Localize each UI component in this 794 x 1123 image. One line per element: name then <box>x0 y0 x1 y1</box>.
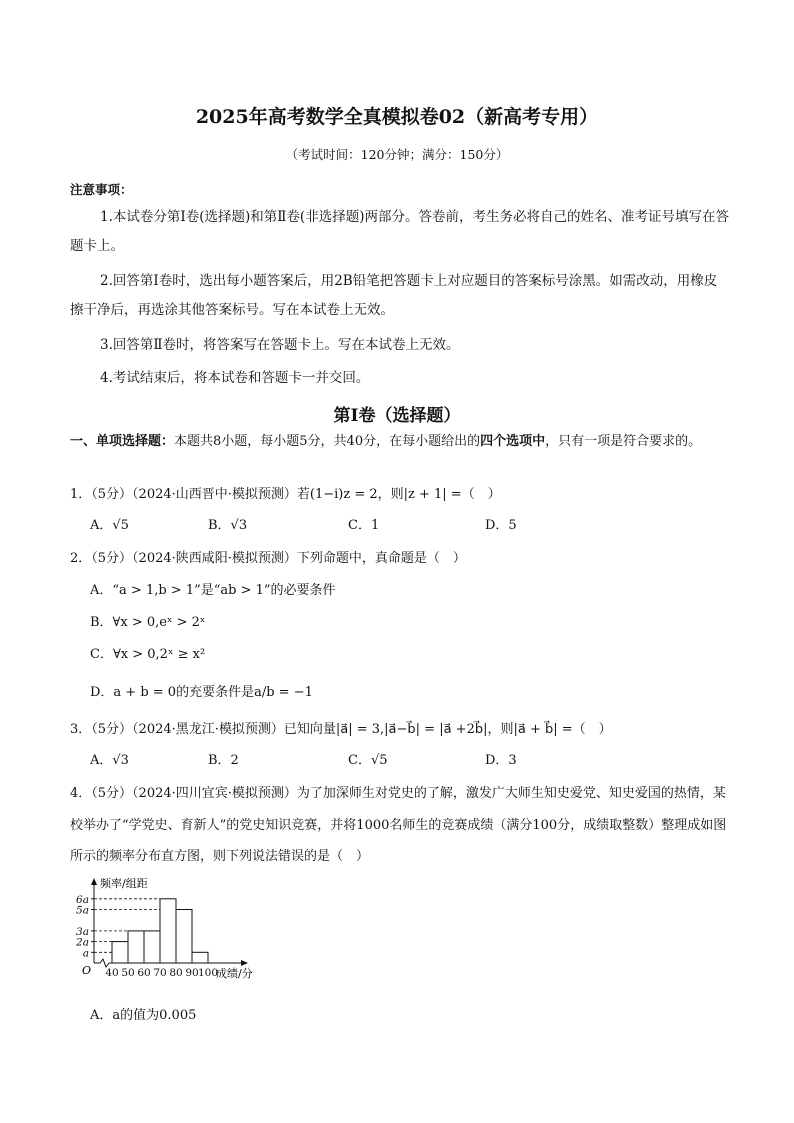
y-tick-label-4: 6a <box>76 893 89 906</box>
x-tick-label-80: 80 <box>169 967 183 979</box>
histogram-bar-80-90 <box>176 910 192 964</box>
q1-option-c[interactable]: C．1 <box>348 518 380 533</box>
question-1-stem: 1．（5分）（2024·山西晋中·模拟预测）若(1−i)z = 2，则|z + 1| =（ ） <box>70 487 501 502</box>
section-desc-bold: 四个选项中 <box>480 434 546 449</box>
section-title: 第Ⅰ卷（选择题） <box>333 406 461 426</box>
section-desc-tail: ，只有一项是符合要求的。 <box>545 434 702 449</box>
q2-option-b[interactable]: B．∀x > 0,eˣ > 2ˣ <box>90 615 206 630</box>
question-4-stem: 4．（5分）（2024·四川宜宾·模拟预测）为了加深师生对党史的了解，激发广大师生知史爱党、知史爱国的热情，某校举办了“学党史、育新人”的党史知识竞赛，并将1000名师生的竞赛成绩（满分100分，成绩取整数）整理成如图所示的频率分布直方图，则下列说法错误的是（ ） <box>70 786 727 864</box>
axis-break <box>100 959 109 967</box>
y-tick-label-2: 3a <box>76 925 89 938</box>
histogram-bar-60-70 <box>144 931 160 963</box>
histogram-bar-40-50 <box>112 942 128 963</box>
q1-option-b[interactable]: B．√3 <box>208 518 248 533</box>
notice-item-3: 3.回答第Ⅱ卷时，将答案写在答题卡上。写在本试卷上无效。 <box>100 337 460 353</box>
histogram-bar-70-80 <box>160 899 176 963</box>
frequency-histogram <box>70 875 300 990</box>
x-tick-label-100: 100 <box>197 967 219 979</box>
y-tick-label-1: 2a <box>76 936 89 949</box>
histogram-bar-90-100 <box>192 952 208 963</box>
q4-option-a[interactable]: A．a的值为0.005 <box>90 1008 197 1023</box>
x-tick-label-50: 50 <box>121 967 135 979</box>
x-tick-label-90: 90 <box>185 967 199 979</box>
x-axis-arrow <box>241 960 248 966</box>
x-tick-label-60: 60 <box>137 967 151 979</box>
exam-info: （考试时间：120分钟；满分：150分） <box>285 147 509 162</box>
q2-option-a[interactable]: A．“a > 1,b > 1”是“ab > 1”的必要条件 <box>90 583 336 598</box>
question-2-stem: 2．（5分）（2024·陕西咸阳·模拟预测）下列命题中，真命题是（ ） <box>70 551 466 566</box>
histogram-xlabel: 成绩/分 <box>216 967 253 980</box>
q1-option-a[interactable]: A．√5 <box>90 518 129 533</box>
y-tick-label-0: a <box>82 947 89 960</box>
q3-option-a[interactable]: A．√3 <box>90 753 129 768</box>
notice-item-4: 4.考试结束后，将本试卷和答题卡一并交回。 <box>100 370 370 386</box>
x-tick-label-40: 40 <box>105 967 119 979</box>
q2-option-c[interactable]: C．∀x > 0,2ˣ ≥ x² <box>90 647 206 662</box>
histogram-bar-50-60 <box>128 931 144 963</box>
notice-item-1: 1.本试卷分第Ⅰ卷(选择题)和第Ⅱ卷(非选择题)两部分。答卷前，考生务必将自己的姓名、准考证号填写在答题卡上。 <box>70 209 729 254</box>
histogram-origin: O <box>82 964 92 977</box>
page-title: 2025年高考数学全真模拟卷02（新高考专用） <box>195 106 599 128</box>
section-desc-head: 一、单项选择题： <box>70 434 175 449</box>
question-3-stem: 3．（5分）（2024·黑龙江·模拟预测）已知向量|a⃗| = 3,|a⃗−b⃗| = |a⃗ +2b⃗|，则|a⃗ + b⃗| =（ ） <box>70 722 612 737</box>
q3-option-b[interactable]: B．2 <box>208 753 239 768</box>
section-desc-body: 本题共8小题，每小题5分，共40分，在每小题给出的 <box>174 434 481 449</box>
q3-option-c[interactable]: C．√5 <box>348 753 388 768</box>
x-tick-label-70: 70 <box>153 967 167 979</box>
section-description <box>70 431 730 453</box>
y-axis-arrow <box>91 878 97 885</box>
notice-item-2: 2.回答第Ⅰ卷时，选出每小题答案后，用2B铅笔把答题卡上对应题目的答案标号涂黑。如需改动，用橡皮擦干净后，再选涂其他答案标号。写在本试卷上无效。 <box>70 273 718 318</box>
q1-option-d[interactable]: D．5 <box>485 518 517 533</box>
histogram-ylabel: 频率/组距 <box>100 877 148 890</box>
y-tick-label-3: 5a <box>76 904 89 917</box>
notice-heading: 注意事项： <box>70 182 133 197</box>
q3-option-d[interactable]: D．3 <box>485 753 517 768</box>
q2-option-d[interactable]: D．a + b = 0的充要条件是a/b = −1 <box>90 685 313 700</box>
